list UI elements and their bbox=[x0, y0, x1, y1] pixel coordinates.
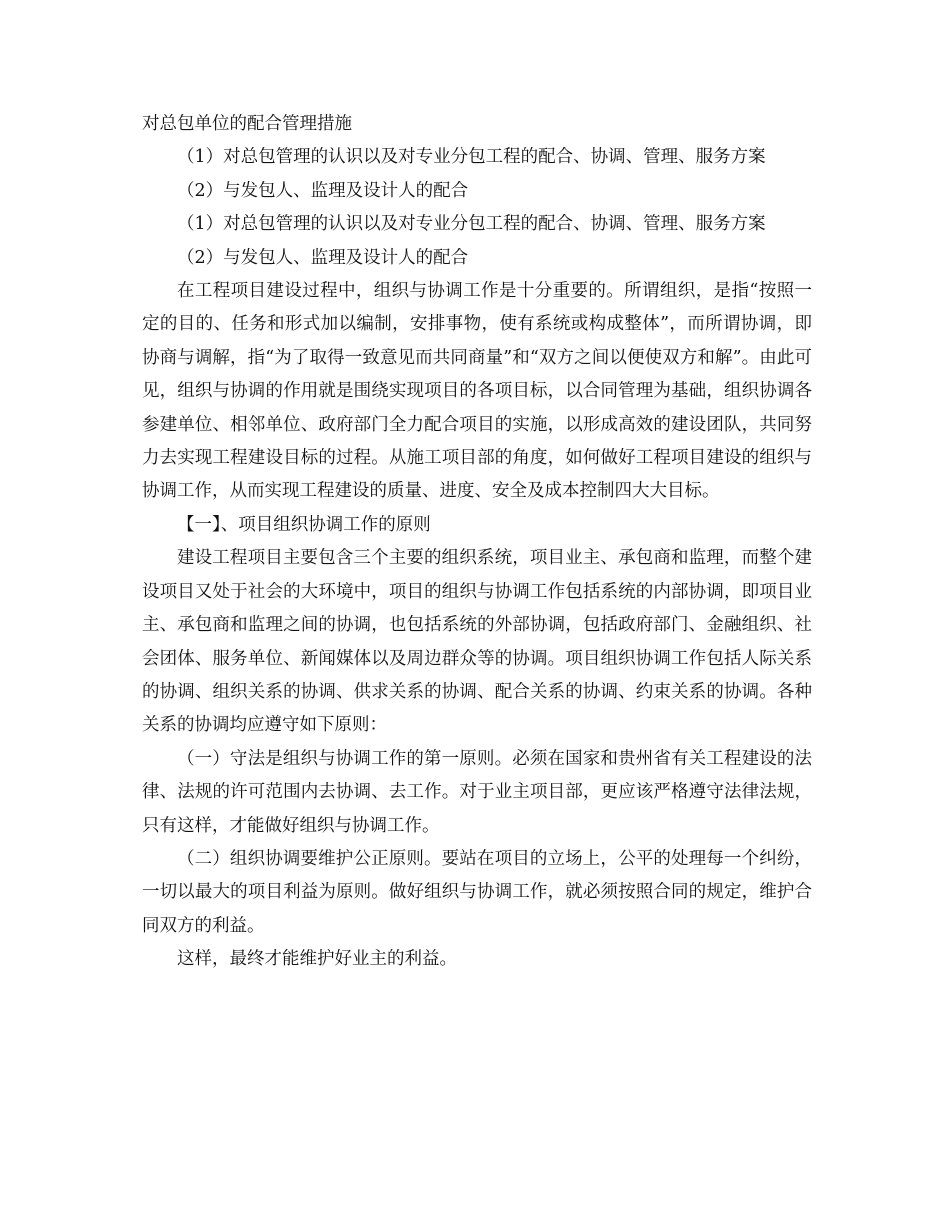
paragraph-8: （一）守法是组织与协调工作的第一原则。必须在国家和贵州省有关工程建设的法律、法规的许可范围内去协调、去工作。对于业主项目部，更应该严格遵守法律法规，只有这样，才能做好组织与协调工作。 bbox=[142, 748, 812, 836]
paragraph-10: 这样，最终才能维护好业主的利益。 bbox=[177, 949, 457, 970]
paragraph-3: （1）对总包管理的认识以及对专业分包工程的配合、协调、管理、服务方案 bbox=[177, 214, 766, 235]
paragraph-7: 建设工程项目主要包含三个主要的组织系统，项目业主、承包商和监理，而整个建设项目又处于社会的大环境中，项目的组织与协调工作包括系统的内部协调，即项目业主、承包商和监理之间的协调，也包括系统的外部协调，包括政府部门、金融组织、社会团体、服务单位、新闻媒体以及周边群众等的协调。项目组织协调工作包括人际关系的协调、组织关系的协调、供求关系的协调、配合关系的协调、约束关系的协调。各种关系的协调均应遵守如下原则： bbox=[142, 548, 812, 736]
document-body bbox=[142, 108, 812, 977]
paragraph-4: （2）与发包人、监理及设计人的配合 bbox=[177, 247, 469, 268]
section-heading: 对总包单位的配合管理措施 bbox=[142, 114, 352, 134]
paragraph-9: （二）组织协调要维护公正原则。要站在项目的立场上，公平的处理每一个纠纷，一切以最大的项目利益为原则。做好组织与协调工作，就必须按照合同的规定，维护合同双方的利益。 bbox=[142, 848, 812, 936]
subsection-heading: 【一】、项目组织协调工作的原则 bbox=[177, 514, 431, 535]
paragraph-1: （1）对总包管理的认识以及对专业分包工程的配合、协调、管理、服务方案 bbox=[177, 147, 766, 168]
paragraph-2: （2）与发包人、监理及设计人的配合 bbox=[177, 180, 469, 201]
paragraph-5: 在工程项目建设过程中，组织与协调工作是十分重要的。所谓组织，是指“按照一定的目的、任务和形式加以编制，安排事物，使有系统或构成整体”，而所谓协调，即协商与调解，指“为了取得一致意见而共同商量”和“双方之间以便使双方和解”。由此可见，组织与协调的作用就是围绕实现项目的各项目标，以合同管理为基础，组织协调各参建单位、相邻单位、政府部门全力配合项目的实施，以形成高效的建设团队，共同努力去实现工程建设目标的过程。从施工项目部的角度，如何做好工程项目建设的组织与协调工作，从而实现工程建设的质量、进度、安全及成本控制四大大目标。 bbox=[142, 281, 812, 502]
